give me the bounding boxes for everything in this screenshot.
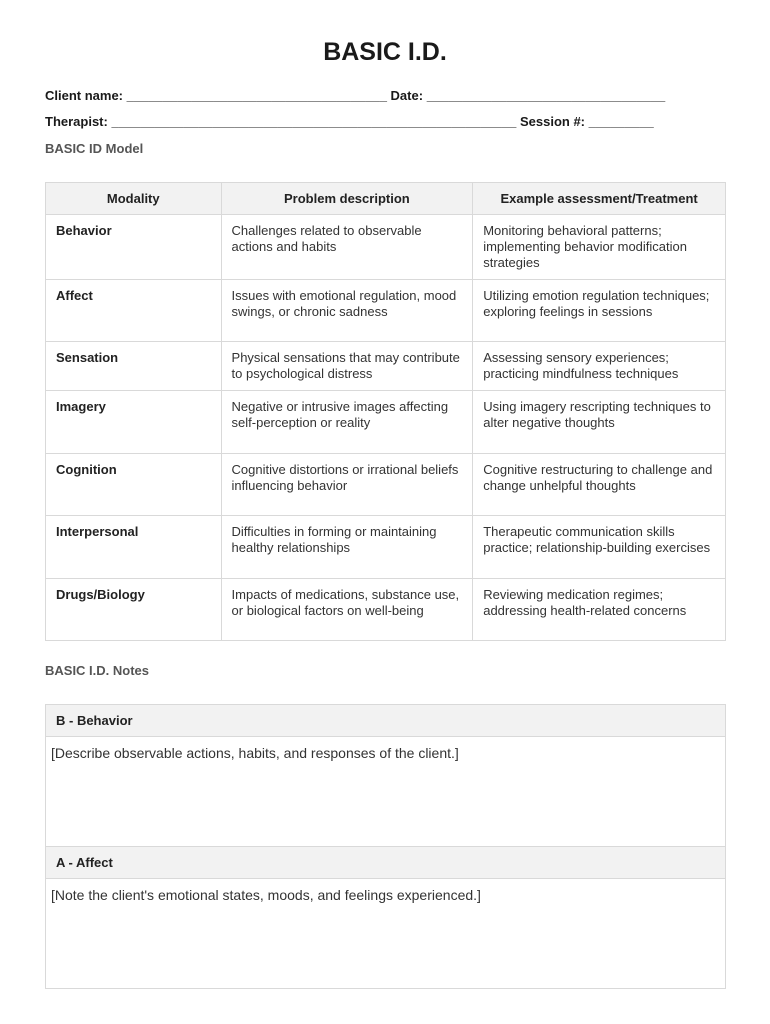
problem-cell: Physical sensations that may contribute to psychological distress (221, 342, 473, 391)
date-field[interactable]: _________________________________ (426, 88, 666, 103)
model-section-title: BASIC ID Model (45, 141, 144, 156)
date-label: Date: (390, 88, 424, 103)
column-header: Modality (46, 183, 222, 215)
notes-heading: B - Behavior (46, 705, 725, 737)
table-row (46, 516, 726, 579)
affect-notes-field[interactable]: [Note the client's emotional states, moods, and feelings experienced.] (51, 887, 481, 903)
modality-cell: Behavior (46, 215, 222, 280)
therapist-session-line (45, 114, 725, 129)
problem-cell: Difficulties in forming or maintaining healthy relationships (221, 516, 473, 579)
treatment-cell: Monitoring behavioral patterns; implementing behavior modification strategies (473, 215, 726, 280)
column-header: Problem description (221, 183, 473, 215)
modality-cell: Affect (46, 280, 222, 342)
treatment-cell: Assessing sensory experiences; practicing mindfulness techniques (473, 342, 726, 391)
therapist-label: Therapist: (45, 114, 108, 129)
client-date-line (45, 88, 725, 103)
table-row (46, 579, 726, 641)
column-header: Example assessment/Treatment (473, 183, 726, 215)
modality-cell: Interpersonal (46, 516, 222, 579)
behavior-notes-box (45, 704, 726, 847)
table-row (46, 215, 726, 280)
notes-section-title: BASIC I.D. Notes (45, 663, 150, 678)
treatment-cell: Reviewing medication regimes; addressing health-related concerns (473, 579, 726, 641)
table-header-row (46, 183, 726, 215)
treatment-cell: Utilizing emotion regulation techniques; exploring feelings in sessions (473, 280, 726, 342)
session-label: Session #: (519, 114, 586, 129)
problem-cell: Cognitive distortions or irrational beliefs influencing behavior (221, 454, 473, 516)
session-field[interactable]: _________ (588, 114, 654, 129)
treatment-cell: Therapeutic communication skills practice; relationship-building exercises (473, 516, 726, 579)
problem-cell: Challenges related to observable actions and habits (221, 215, 473, 280)
problem-cell: Negative or intrusive images affecting self-perception or reality (221, 391, 473, 454)
basic-id-model-table (45, 182, 726, 641)
behavior-notes-field[interactable]: [Describe observable actions, habits, and responses of the client.] (51, 745, 459, 761)
table-row (46, 280, 726, 342)
problem-cell: Impacts of medications, substance use, or biological factors on well-being (221, 579, 473, 641)
table-row (46, 391, 726, 454)
modality-cell: Cognition (46, 454, 222, 516)
therapist-field[interactable]: ________________________________________________________ (111, 114, 517, 129)
table-row (46, 454, 726, 516)
client-name-label: Client name: (45, 88, 124, 103)
treatment-cell: Cognitive restructuring to challenge and change unhelpful thoughts (473, 454, 726, 516)
modality-cell: Imagery (46, 391, 222, 454)
modality-cell: Drugs/Biology (46, 579, 222, 641)
client-name-field[interactable]: ____________________________________ (126, 88, 387, 103)
problem-cell: Issues with emotional regulation, mood swings, or chronic sadness (221, 280, 473, 342)
treatment-cell: Using imagery rescripting techniques to alter negative thoughts (473, 391, 726, 454)
table-row (46, 342, 726, 391)
modality-cell: Sensation (46, 342, 222, 391)
affect-notes-box (45, 846, 726, 989)
page-title: BASIC I.D. (323, 38, 447, 66)
notes-heading: A - Affect (46, 847, 725, 879)
